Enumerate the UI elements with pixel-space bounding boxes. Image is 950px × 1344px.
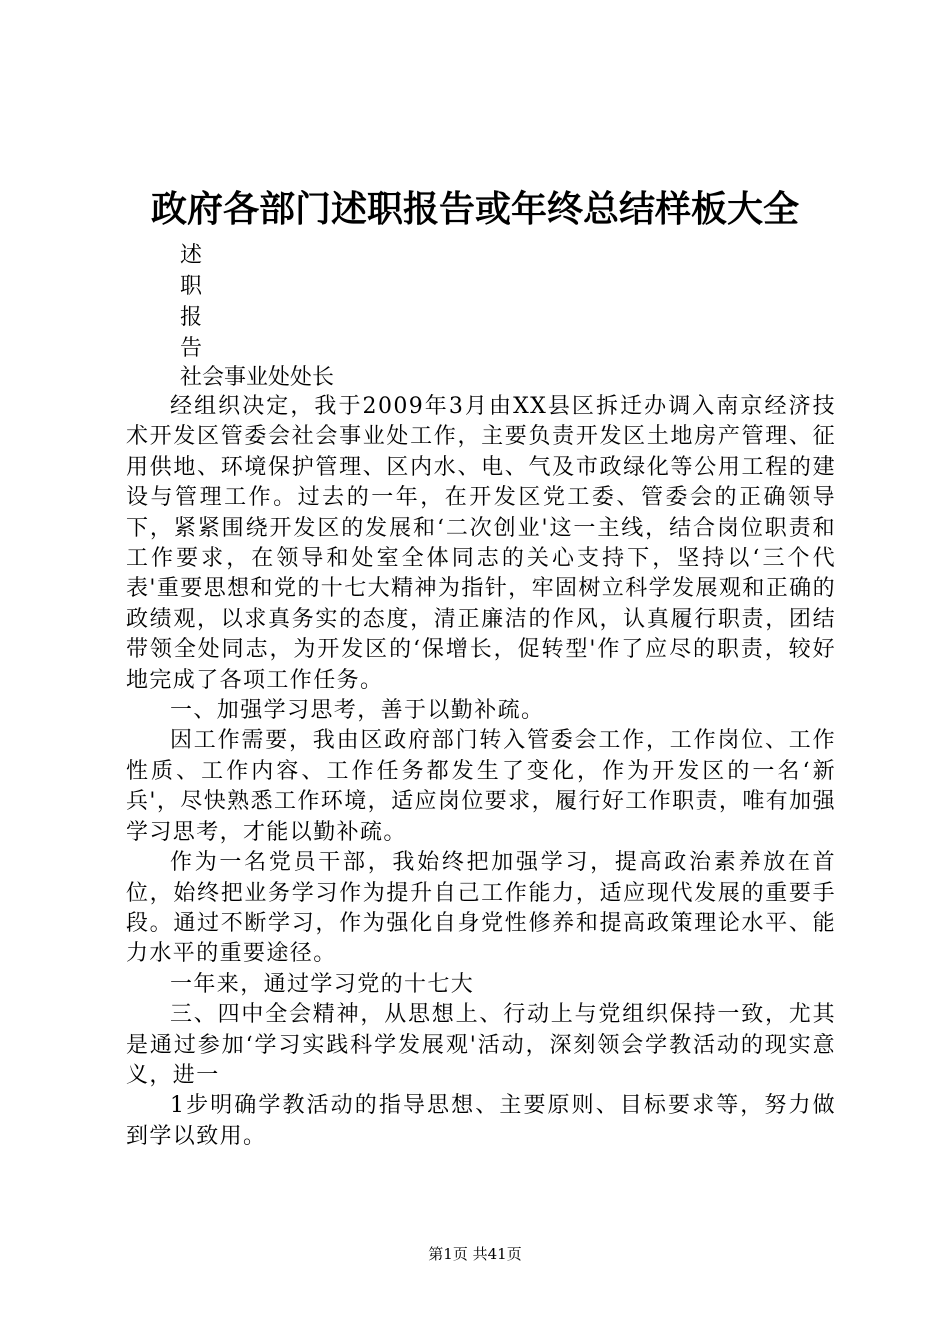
page-title: 政府各部门述职报告或年终总结样板大全 xyxy=(150,188,799,230)
document-body xyxy=(126,392,836,1152)
author-title: 社会事业处处长 xyxy=(180,365,335,390)
vertical-heading-char: 报 xyxy=(180,305,203,330)
body-paragraph: 经组织决定，我于2009年3月由XX县区拆迁办调入南京经济技术开发区管委会社会事业处工作，主要负责开发区土地房产管理、征用供地、环境保护管理、区内水、电、气及市政绿化等公用工程的建设与管理工作。过去的一年，在开发区党工委、管委会的正确领导下，紧紧围绕开发区的发展和‘二次创业'这一主线，结合岗位职责和工作要求，在领导和处室全体同志的关心支持下，坚持以‘三个代表'重要思想和党的十七大精神为指针，牢固树立科学发展观和正确的政绩观，以求真务实的态度，清正廉洁的作风，认真履行职责，团结带领全处同志，为开发区的‘保增长，促转型'作了应尽的职责，较好地完成了各项工作任务。 xyxy=(126,394,836,693)
section-heading: 一、加强学习思考，善于以勤补疏。 xyxy=(170,698,545,724)
vertical-heading-char: 告 xyxy=(180,336,203,361)
body-paragraph: 作为一名党员干部，我始终把加强学习，提高政治素养放在首位，始终把业务学习作为提升自己工作能力，适应现代发展的重要手段。通过不断学习，作为强化自身党性修养和提高政策理论水平、能力水平的重要途径。 xyxy=(126,850,836,967)
vertical-heading-char: 述 xyxy=(180,243,203,268)
vertical-heading-char: 职 xyxy=(180,274,203,299)
body-paragraph: 1步明确学教活动的指导思想、主要原则、目标要求等，努力做到学以致用。 xyxy=(126,1093,836,1149)
body-paragraph: 因工作需要，我由区政府部门转入管委会工作，工作岗位、工作性质、工作内容、工作任务都发生了变化，作为开发区的一名‘新兵'，尽快熟悉工作环境，适应岗位要求，履行好工作职责，唯有加强学习思考，才能以勤补疏。 xyxy=(126,728,836,845)
page-footer: 第1页 共41页 xyxy=(428,1245,522,1263)
body-paragraph: 一年来，通过学习党的十七大 xyxy=(170,971,475,997)
body-paragraph: 三、四中全会精神，从思想上、行动上与党组织保持一致，尤其是通过参加‘学习实践科学发展观'活动，深刻领会学教活动的现实意义，进一 xyxy=(126,1002,836,1088)
vertical-heading xyxy=(180,240,202,364)
